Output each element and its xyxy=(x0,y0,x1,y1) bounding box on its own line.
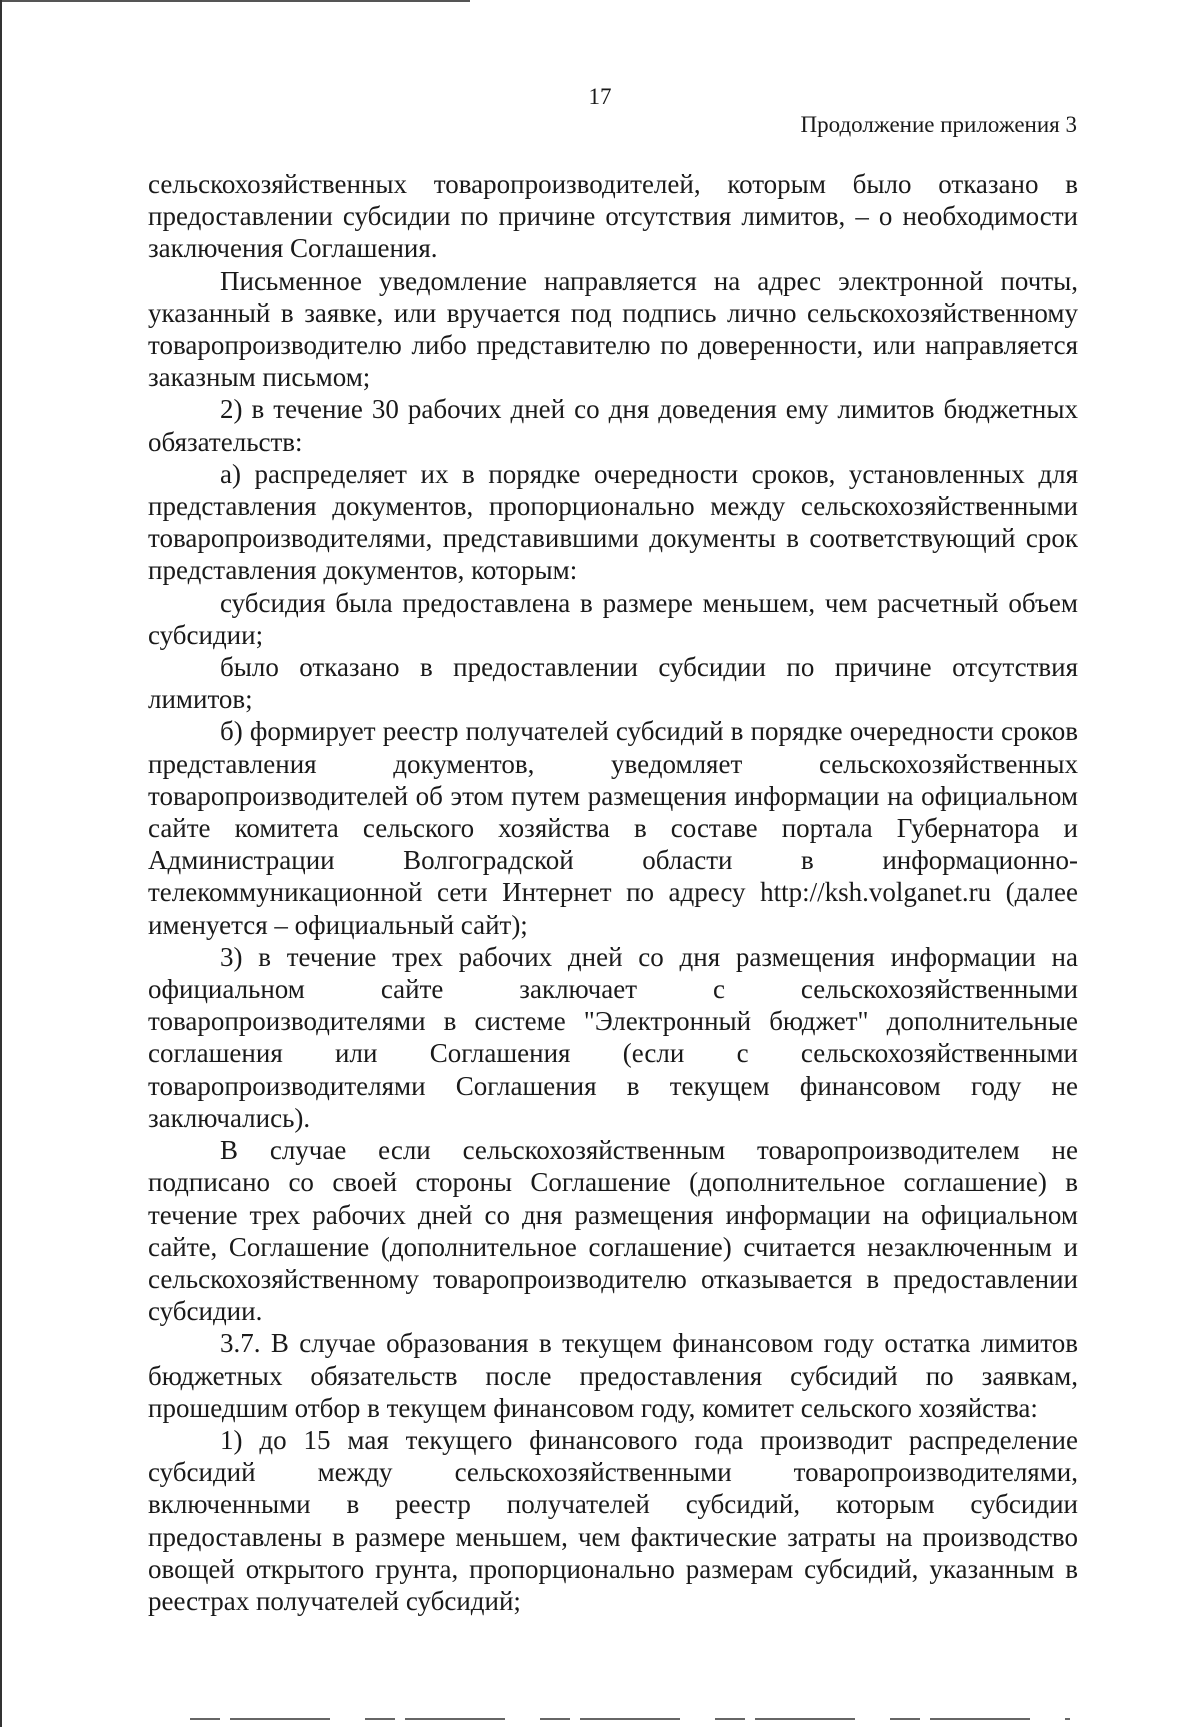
paragraph: 2) в течение 30 рабочих дней со дня доведения ему лимитов бюджетных обязательств: xyxy=(148,394,1078,457)
paragraph: 3.7. В случае образования в текущем финансовом году остатка лимитов бюджетных обязательств после предоставления субсидий по заявкам, прошедшим отбор в текущем финансовом году, комитет сельского хозяйства: xyxy=(148,1328,1078,1423)
paragraph: было отказано в предоставлении субсидии по причине отсутствия лимитов; xyxy=(148,652,1078,715)
appendix-label: Продолжение приложения 3 xyxy=(800,112,1077,137)
paragraph: Письменное уведомление направляется на адрес электронной почты, указанный в заявке, или вручается под подпись лично сельскохозяйственному товаропроизводителю либо представителю по доверенности, или направляется заказным письмом; xyxy=(148,265,1078,393)
paragraph: В случае если сельскохозяйственным товаропроизводителем не подписано со своей стороны Соглашение (дополнительное соглашение) в течение трех рабочих дней со дня размещения информации на официальном сайте, Соглашение (дополнительное соглашение) считается незаключенным и сельскохозяйственному товаропроизводителю отказывается в предоставлении субсидии. xyxy=(148,1135,1078,1327)
paragraph: 1) до 15 мая текущего финансового года производит распределение субсидий между сельскохозяйственными товаропроизводителями, включенными в реестр получателей субсидий, которым субсидии предоставлены в размере меньшем, чем фактические затраты на производство овощей открытого грунта, пропорционально размерам субсидий, указанным в реестрах получателей субсидий; xyxy=(148,1424,1078,1616)
paragraph: а) распределяет их в порядке очередности сроков, установленных для представления документов, пропорционально между сельскохозяйственными товаропроизводителями, представившими документы в соответствующий срок представления документов, которым: xyxy=(148,458,1078,586)
paragraph: субсидия была предоставлена в размере меньшем, чем расчетный объем субсидии; xyxy=(148,587,1078,650)
paragraph: б) формирует реестр получателей субсидий в порядке очередности сроков представления документов, уведомляет сельскохозяйственных товаропроизводителей об этом путем размещения информации на официальном сайте комитета сельского хозяйства в составе портала Губернатора и Администрации Волгоградской области в информационно-телекоммуникационной сети Интернет по адресу http://ksh.volganet.ru (далее именуется – официальный сайт); xyxy=(148,716,1078,940)
scan-edge-line xyxy=(0,0,470,2)
scan-edge-line xyxy=(0,0,2,1727)
paragraph: сельскохозяйственных товаропроизводителей, которым было отказано в предоставлении субсидии по причине отсутствия лимитов, – о необходимости заключения Соглашения. xyxy=(148,169,1078,264)
scan-edge-line xyxy=(190,1718,1070,1720)
page-number: 17 xyxy=(588,84,612,109)
paragraph: 3) в течение трех рабочих дней со дня размещения информации на официальном сайте заключает с сельскохозяйственными товаропроизводителями в системе "Электронный бюджет" дополнительные соглашения или Соглашения (если с сельскохозяйственными товаропроизводителями Соглашения в текущем финансовом году не заключались). xyxy=(148,941,1078,1133)
document-body xyxy=(148,168,1078,1617)
